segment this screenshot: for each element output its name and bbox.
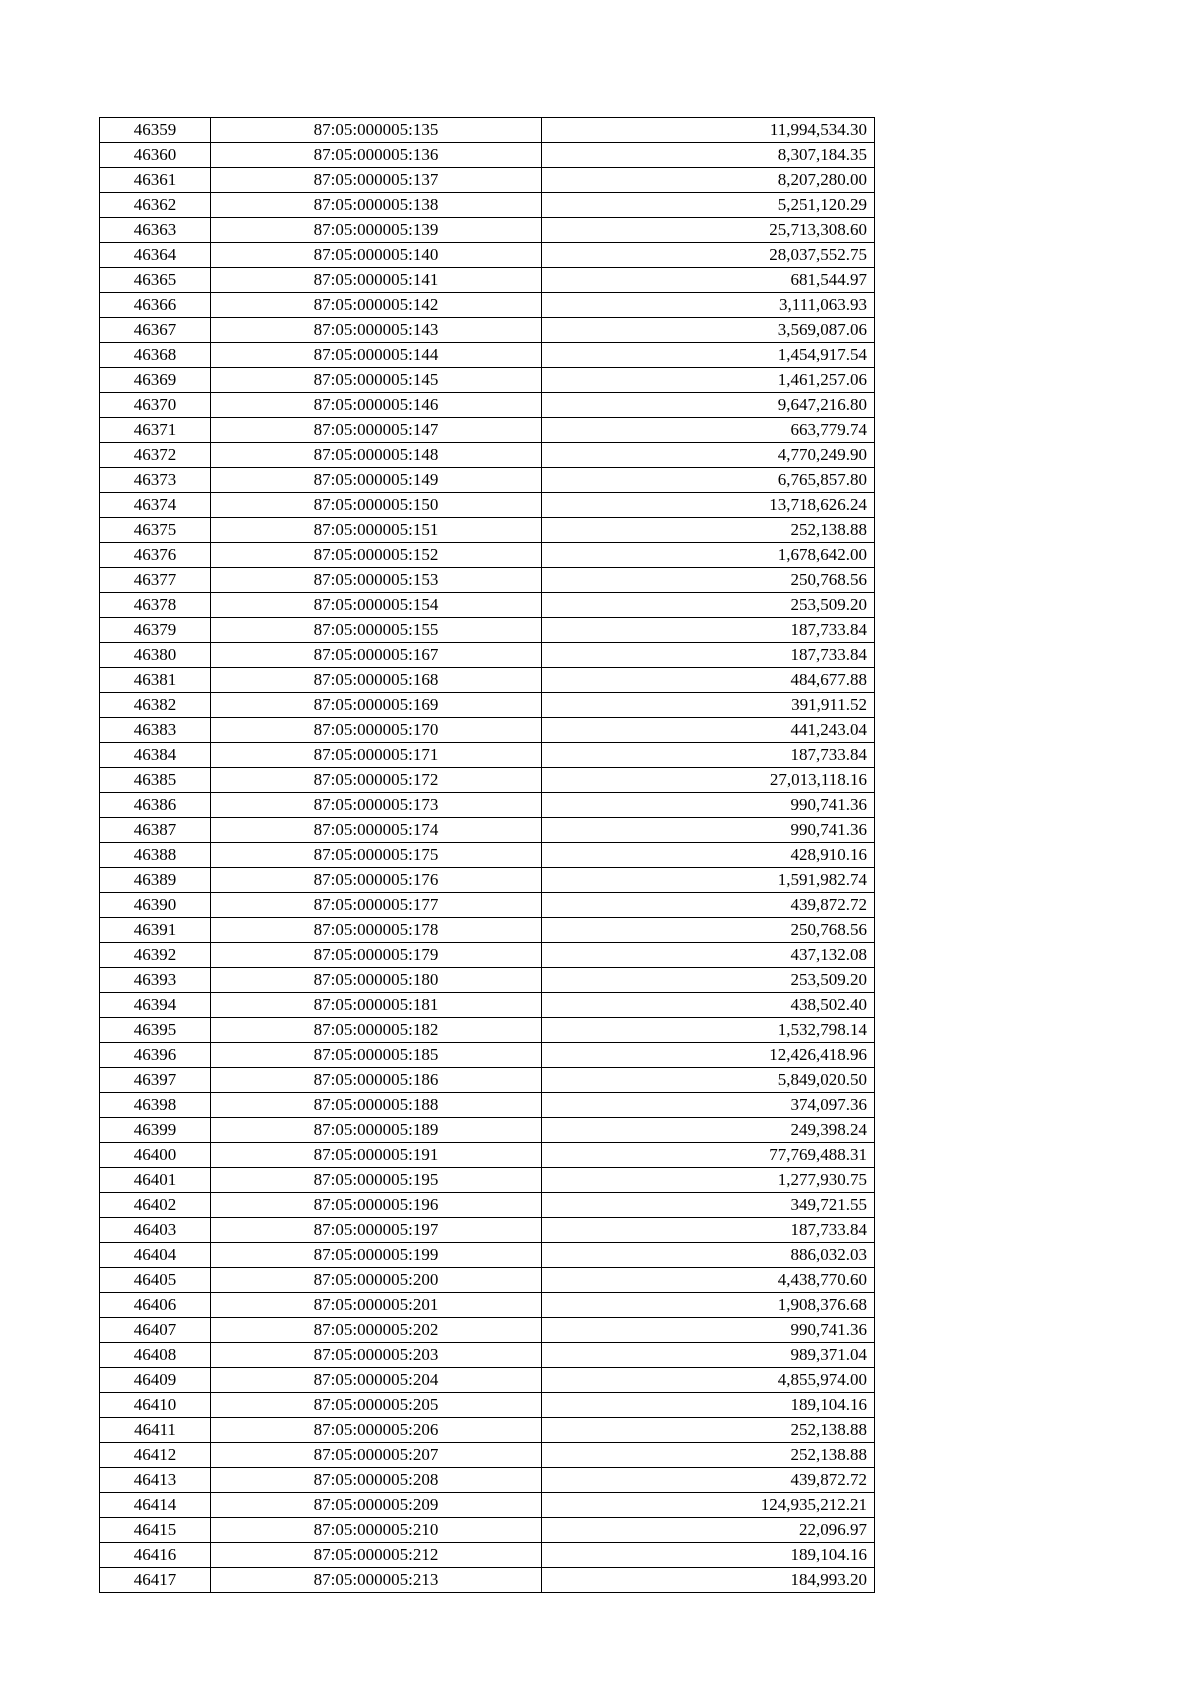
- table-row: [100, 718, 875, 743]
- cadastral-value-cell: 252,138.88: [542, 518, 875, 543]
- row-number-cell: 46388: [100, 843, 211, 868]
- row-number-cell: 46404: [100, 1243, 211, 1268]
- cadastral-number-cell: 87:05:000005:135: [211, 118, 542, 143]
- row-number-cell: 46400: [100, 1143, 211, 1168]
- table-row: [100, 518, 875, 543]
- cadastral-value-cell: 189,104.16: [542, 1543, 875, 1568]
- cadastral-number-cell: 87:05:000005:189: [211, 1118, 542, 1143]
- cadastral-value-cell: 187,733.84: [542, 618, 875, 643]
- cadastral-number-cell: 87:05:000005:206: [211, 1418, 542, 1443]
- table-row: [100, 243, 875, 268]
- cadastral-value-cell: 1,532,798.14: [542, 1018, 875, 1043]
- cadastral-number-cell: 87:05:000005:191: [211, 1143, 542, 1168]
- row-number-cell: 46394: [100, 993, 211, 1018]
- cadastral-number-cell: 87:05:000005:182: [211, 1018, 542, 1043]
- row-number-cell: 46409: [100, 1368, 211, 1393]
- cadastral-number-cell: 87:05:000005:148: [211, 443, 542, 468]
- row-number-cell: 46417: [100, 1568, 211, 1593]
- table-row: [100, 443, 875, 468]
- cadastral-value-cell: 8,307,184.35: [542, 143, 875, 168]
- cadastral-value-cell: 3,569,087.06: [542, 318, 875, 343]
- cadastral-number-cell: 87:05:000005:204: [211, 1368, 542, 1393]
- row-number-cell: 46389: [100, 868, 211, 893]
- table-row: [100, 493, 875, 518]
- row-number-cell: 46398: [100, 1093, 211, 1118]
- row-number-cell: 46396: [100, 1043, 211, 1068]
- cadastral-number-cell: 87:05:000005:136: [211, 143, 542, 168]
- cadastral-value-cell: 886,032.03: [542, 1243, 875, 1268]
- cadastral-value-cell: 438,502.40: [542, 993, 875, 1018]
- row-number-cell: 46381: [100, 668, 211, 693]
- cadastral-number-cell: 87:05:000005:137: [211, 168, 542, 193]
- row-number-cell: 46408: [100, 1343, 211, 1368]
- cadastral-value-cell: 252,138.88: [542, 1418, 875, 1443]
- cadastral-number-cell: 87:05:000005:151: [211, 518, 542, 543]
- row-number-cell: 46401: [100, 1168, 211, 1193]
- table-row: [100, 968, 875, 993]
- row-number-cell: 46380: [100, 643, 211, 668]
- cadastral-value-cell: 124,935,212.21: [542, 1493, 875, 1518]
- table-body: [100, 118, 875, 1593]
- table-row: [100, 868, 875, 893]
- row-number-cell: 46416: [100, 1543, 211, 1568]
- row-number-cell: 46362: [100, 193, 211, 218]
- cadastral-number-cell: 87:05:000005:212: [211, 1543, 542, 1568]
- cadastral-value-cell: 187,733.84: [542, 1218, 875, 1243]
- table-row: [100, 1493, 875, 1518]
- table-row: [100, 818, 875, 843]
- table-row: [100, 1393, 875, 1418]
- row-number-cell: 46367: [100, 318, 211, 343]
- cadastral-number-cell: 87:05:000005:203: [211, 1343, 542, 1368]
- cadastral-value-cell: 189,104.16: [542, 1393, 875, 1418]
- row-number-cell: 46383: [100, 718, 211, 743]
- cadastral-value-cell: 437,132.08: [542, 943, 875, 968]
- table-row: [100, 693, 875, 718]
- table-row: [100, 1443, 875, 1468]
- table-row: [100, 393, 875, 418]
- row-number-cell: 46411: [100, 1418, 211, 1443]
- row-number-cell: 46391: [100, 918, 211, 943]
- cadastral-value-cell: 250,768.56: [542, 918, 875, 943]
- cadastral-number-cell: 87:05:000005:146: [211, 393, 542, 418]
- row-number-cell: 46399: [100, 1118, 211, 1143]
- cadastral-value-cell: 187,733.84: [542, 643, 875, 668]
- row-number-cell: 46371: [100, 418, 211, 443]
- table-row: [100, 943, 875, 968]
- cadastral-number-cell: 87:05:000005:140: [211, 243, 542, 268]
- cadastral-value-cell: 439,872.72: [542, 1468, 875, 1493]
- cadastral-number-cell: 87:05:000005:181: [211, 993, 542, 1018]
- cadastral-number-cell: 87:05:000005:173: [211, 793, 542, 818]
- cadastral-value-cell: 253,509.20: [542, 968, 875, 993]
- cadastral-value-cell: 484,677.88: [542, 668, 875, 693]
- cadastral-value-cell: 11,994,534.30: [542, 118, 875, 143]
- cadastral-value-cell: 9,647,216.80: [542, 393, 875, 418]
- cadastral-value-cell: 428,910.16: [542, 843, 875, 868]
- cadastral-number-cell: 87:05:000005:202: [211, 1318, 542, 1343]
- row-number-cell: 46403: [100, 1218, 211, 1243]
- table-row: [100, 268, 875, 293]
- row-number-cell: 46386: [100, 793, 211, 818]
- cadastral-number-cell: 87:05:000005:145: [211, 368, 542, 393]
- cadastral-value-cell: 13,718,626.24: [542, 493, 875, 518]
- table-row: [100, 1118, 875, 1143]
- table-row: [100, 1468, 875, 1493]
- row-number-cell: 46368: [100, 343, 211, 368]
- row-number-cell: 46406: [100, 1293, 211, 1318]
- cadastral-value-cell: 250,768.56: [542, 568, 875, 593]
- row-number-cell: 46375: [100, 518, 211, 543]
- cadastral-value-cell: 990,741.36: [542, 793, 875, 818]
- cadastral-value-cell: 1,461,257.06: [542, 368, 875, 393]
- cadastral-value-cell: 4,438,770.60: [542, 1268, 875, 1293]
- cadastral-number-cell: 87:05:000005:180: [211, 968, 542, 993]
- table-row: [100, 1193, 875, 1218]
- cadastral-number-cell: 87:05:000005:169: [211, 693, 542, 718]
- row-number-cell: 46405: [100, 1268, 211, 1293]
- table-row: [100, 143, 875, 168]
- cadastral-number-cell: 87:05:000005:175: [211, 843, 542, 868]
- cadastral-value-cell: 77,769,488.31: [542, 1143, 875, 1168]
- cadastral-number-cell: 87:05:000005:147: [211, 418, 542, 443]
- row-number-cell: 46402: [100, 1193, 211, 1218]
- table-row: [100, 643, 875, 668]
- cadastral-number-cell: 87:05:000005:167: [211, 643, 542, 668]
- cadastral-value-cell: 374,097.36: [542, 1093, 875, 1118]
- row-number-cell: 46359: [100, 118, 211, 143]
- cadastral-value-cell: 349,721.55: [542, 1193, 875, 1218]
- row-number-cell: 46412: [100, 1443, 211, 1468]
- cadastral-value-cell: 27,013,118.16: [542, 768, 875, 793]
- row-number-cell: 46361: [100, 168, 211, 193]
- cadastral-number-cell: 87:05:000005:172: [211, 768, 542, 793]
- row-number-cell: 46370: [100, 393, 211, 418]
- cadastral-value-cell: 439,872.72: [542, 893, 875, 918]
- table-row: [100, 593, 875, 618]
- cadastral-number-cell: 87:05:000005:199: [211, 1243, 542, 1268]
- row-number-cell: 46378: [100, 593, 211, 618]
- table-row: [100, 543, 875, 568]
- cadastral-value-cell: 252,138.88: [542, 1443, 875, 1468]
- row-number-cell: 46377: [100, 568, 211, 593]
- cadastral-value-cell: 990,741.36: [542, 818, 875, 843]
- cadastral-value-cell: 681,544.97: [542, 268, 875, 293]
- row-number-cell: 46365: [100, 268, 211, 293]
- cadastral-number-cell: 87:05:000005:174: [211, 818, 542, 843]
- table-row: [100, 343, 875, 368]
- cadastral-value-cell: 12,426,418.96: [542, 1043, 875, 1068]
- cadastral-value-cell: 28,037,552.75: [542, 243, 875, 268]
- cadastral-number-cell: 87:05:000005:208: [211, 1468, 542, 1493]
- cadastral-value-cell: 253,509.20: [542, 593, 875, 618]
- row-number-cell: 46382: [100, 693, 211, 718]
- cadastral-number-cell: 87:05:000005:141: [211, 268, 542, 293]
- table-row: [100, 168, 875, 193]
- row-number-cell: 46372: [100, 443, 211, 468]
- row-number-cell: 46393: [100, 968, 211, 993]
- cadastral-value-cell: 4,770,249.90: [542, 443, 875, 468]
- row-number-cell: 46369: [100, 368, 211, 393]
- row-number-cell: 46413: [100, 1468, 211, 1493]
- table-row: [100, 618, 875, 643]
- table-row: [100, 843, 875, 868]
- table-row: [100, 1043, 875, 1068]
- row-number-cell: 46373: [100, 468, 211, 493]
- row-number-cell: 46407: [100, 1318, 211, 1343]
- cadastral-number-cell: 87:05:000005:170: [211, 718, 542, 743]
- cadastral-value-cell: 184,993.20: [542, 1568, 875, 1593]
- cadastral-number-cell: 87:05:000005:139: [211, 218, 542, 243]
- cadastral-number-cell: 87:05:000005:186: [211, 1068, 542, 1093]
- row-number-cell: 46360: [100, 143, 211, 168]
- cadastral-value-cell: 1,678,642.00: [542, 543, 875, 568]
- table-row: [100, 918, 875, 943]
- row-number-cell: 46363: [100, 218, 211, 243]
- table-row: [100, 193, 875, 218]
- table-row: [100, 1293, 875, 1318]
- cadastral-number-cell: 87:05:000005:195: [211, 1168, 542, 1193]
- table-row: [100, 568, 875, 593]
- cadastral-value-table: [99, 117, 875, 1593]
- cadastral-number-cell: 87:05:000005:168: [211, 668, 542, 693]
- table-row: [100, 368, 875, 393]
- table-row: [100, 1068, 875, 1093]
- row-number-cell: 46364: [100, 243, 211, 268]
- table-row: [100, 893, 875, 918]
- table-row: [100, 1543, 875, 1568]
- cadastral-number-cell: 87:05:000005:205: [211, 1393, 542, 1418]
- table-row: [100, 1318, 875, 1343]
- cadastral-number-cell: 87:05:000005:153: [211, 568, 542, 593]
- cadastral-number-cell: 87:05:000005:210: [211, 1518, 542, 1543]
- table-row: [100, 1368, 875, 1393]
- cadastral-number-cell: 87:05:000005:185: [211, 1043, 542, 1068]
- table-row: [100, 118, 875, 143]
- table-row: [100, 1518, 875, 1543]
- table-row: [100, 743, 875, 768]
- cadastral-number-cell: 87:05:000005:201: [211, 1293, 542, 1318]
- cadastral-number-cell: 87:05:000005:179: [211, 943, 542, 968]
- table-row: [100, 1243, 875, 1268]
- cadastral-value-cell: 1,454,917.54: [542, 343, 875, 368]
- table-row: [100, 1218, 875, 1243]
- cadastral-value-cell: 8,207,280.00: [542, 168, 875, 193]
- cadastral-value-cell: 6,765,857.80: [542, 468, 875, 493]
- cadastral-number-cell: 87:05:000005:143: [211, 318, 542, 343]
- cadastral-number-cell: 87:05:000005:209: [211, 1493, 542, 1518]
- cadastral-value-cell: 391,911.52: [542, 693, 875, 718]
- table-row: [100, 218, 875, 243]
- table-row: [100, 1268, 875, 1293]
- cadastral-number-cell: 87:05:000005:176: [211, 868, 542, 893]
- cadastral-number-cell: 87:05:000005:207: [211, 1443, 542, 1468]
- row-number-cell: 46366: [100, 293, 211, 318]
- cadastral-number-cell: 87:05:000005:178: [211, 918, 542, 943]
- row-number-cell: 46397: [100, 1068, 211, 1093]
- cadastral-value-cell: 249,398.24: [542, 1118, 875, 1143]
- cadastral-number-cell: 87:05:000005:197: [211, 1218, 542, 1243]
- cadastral-number-cell: 87:05:000005:177: [211, 893, 542, 918]
- cadastral-value-cell: 4,855,974.00: [542, 1368, 875, 1393]
- table-row: [100, 1093, 875, 1118]
- row-number-cell: 46395: [100, 1018, 211, 1043]
- cadastral-value-cell: 22,096.97: [542, 1518, 875, 1543]
- row-number-cell: 46410: [100, 1393, 211, 1418]
- row-number-cell: 46414: [100, 1493, 211, 1518]
- cadastral-value-cell: 990,741.36: [542, 1318, 875, 1343]
- table-row: [100, 768, 875, 793]
- cadastral-number-cell: 87:05:000005:188: [211, 1093, 542, 1118]
- cadastral-value-cell: 1,908,376.68: [542, 1293, 875, 1318]
- table-row: [100, 793, 875, 818]
- row-number-cell: 46387: [100, 818, 211, 843]
- row-number-cell: 46384: [100, 743, 211, 768]
- row-number-cell: 46374: [100, 493, 211, 518]
- row-number-cell: 46376: [100, 543, 211, 568]
- row-number-cell: 46385: [100, 768, 211, 793]
- cadastral-value-cell: 1,591,982.74: [542, 868, 875, 893]
- table-row: [100, 293, 875, 318]
- table-row: [100, 1418, 875, 1443]
- cadastral-value-cell: 5,251,120.29: [542, 193, 875, 218]
- cadastral-value-cell: 3,111,063.93: [542, 293, 875, 318]
- table-row: [100, 1168, 875, 1193]
- cadastral-number-cell: 87:05:000005:196: [211, 1193, 542, 1218]
- table-row: [100, 668, 875, 693]
- cadastral-number-cell: 87:05:000005:200: [211, 1268, 542, 1293]
- cadastral-number-cell: 87:05:000005:155: [211, 618, 542, 643]
- cadastral-number-cell: 87:05:000005:138: [211, 193, 542, 218]
- row-number-cell: 46415: [100, 1518, 211, 1543]
- table-row: [100, 1143, 875, 1168]
- cadastral-number-cell: 87:05:000005:144: [211, 343, 542, 368]
- cadastral-number-cell: 87:05:000005:149: [211, 468, 542, 493]
- cadastral-value-cell: 441,243.04: [542, 718, 875, 743]
- table-row: [100, 993, 875, 1018]
- cadastral-number-cell: 87:05:000005:154: [211, 593, 542, 618]
- cadastral-value-cell: 663,779.74: [542, 418, 875, 443]
- cadastral-number-cell: 87:05:000005:142: [211, 293, 542, 318]
- table-row: [100, 1018, 875, 1043]
- table-row: [100, 468, 875, 493]
- cadastral-value-cell: 989,371.04: [542, 1343, 875, 1368]
- cadastral-number-cell: 87:05:000005:150: [211, 493, 542, 518]
- cadastral-value-cell: 187,733.84: [542, 743, 875, 768]
- table-row: [100, 1343, 875, 1368]
- cadastral-value-cell: 5,849,020.50: [542, 1068, 875, 1093]
- row-number-cell: 46379: [100, 618, 211, 643]
- table-row: [100, 1568, 875, 1593]
- row-number-cell: 46392: [100, 943, 211, 968]
- cadastral-value-cell: 1,277,930.75: [542, 1168, 875, 1193]
- row-number-cell: 46390: [100, 893, 211, 918]
- table-row: [100, 418, 875, 443]
- cadastral-number-cell: 87:05:000005:171: [211, 743, 542, 768]
- cadastral-number-cell: 87:05:000005:213: [211, 1568, 542, 1593]
- table-row: [100, 318, 875, 343]
- cadastral-number-cell: 87:05:000005:152: [211, 543, 542, 568]
- cadastral-value-cell: 25,713,308.60: [542, 218, 875, 243]
